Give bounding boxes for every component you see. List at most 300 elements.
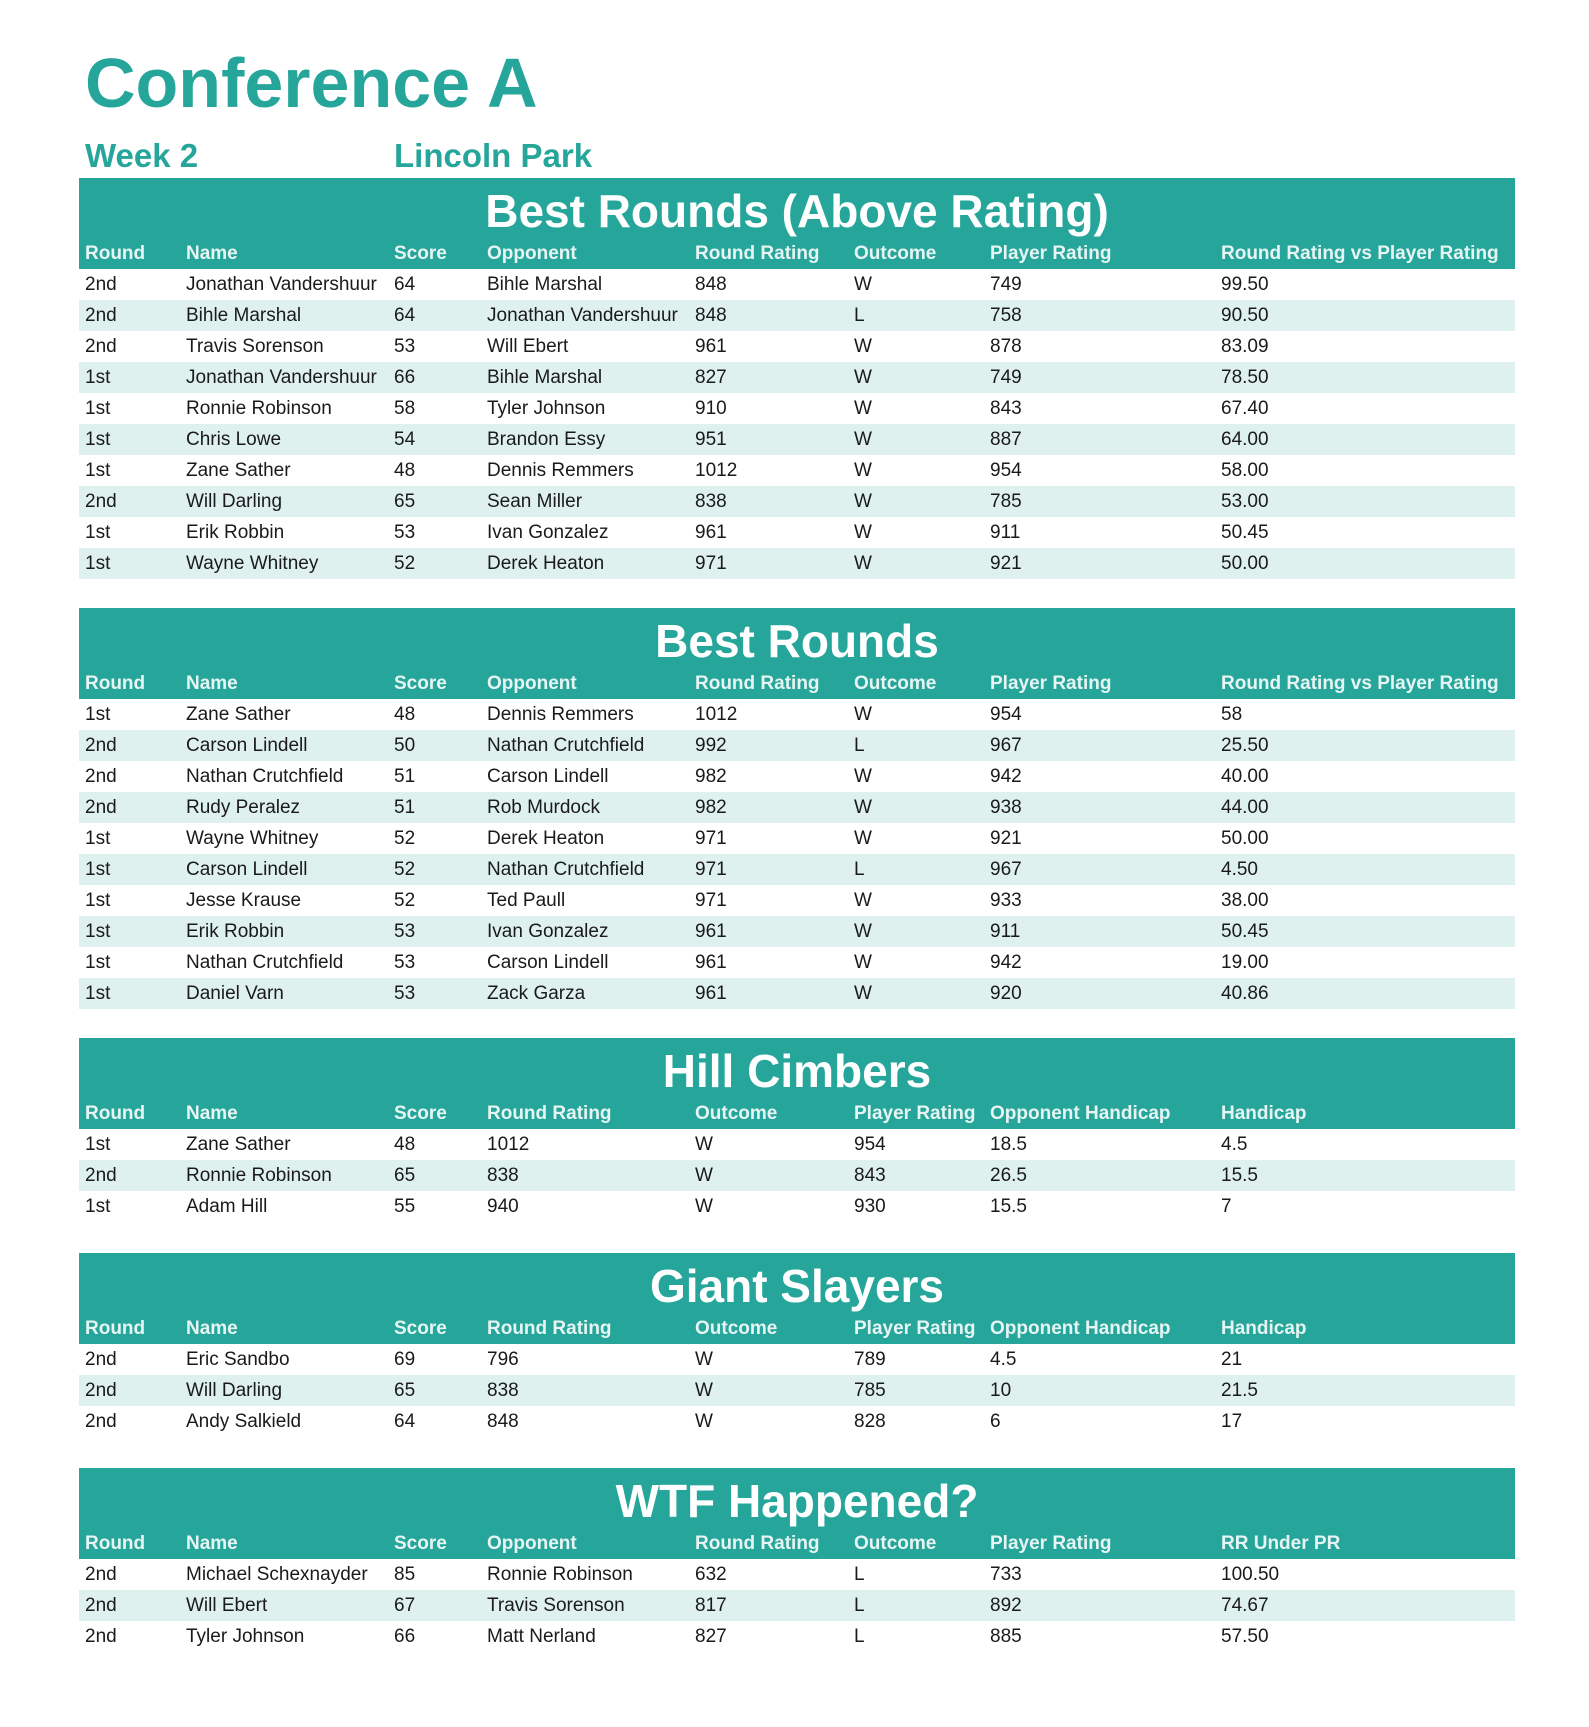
table-row	[79, 823, 1515, 854]
table-cell: 796	[487, 1349, 519, 1370]
table-cell: 920	[990, 983, 1022, 1004]
column-header-row	[79, 238, 1515, 269]
table-header-band	[79, 1038, 1515, 1129]
table-cell: 961	[695, 921, 727, 942]
table-cell: 58.00	[1221, 460, 1269, 481]
table-cell: 2nd	[85, 1564, 117, 1585]
table-row	[79, 885, 1515, 916]
table-cell: 83.09	[1221, 336, 1269, 357]
table-cell: 58	[394, 398, 416, 419]
table-row	[79, 331, 1515, 362]
table-cell: 2nd	[85, 274, 117, 295]
table-cell: 848	[487, 1411, 519, 1432]
column-header: Score	[394, 1533, 447, 1554]
table-cell: 817	[695, 1595, 727, 1616]
column-header: Name	[186, 673, 238, 694]
table-cell: Ronnie Robinson	[186, 398, 332, 419]
table-row	[79, 1129, 1515, 1160]
table-cell: 53	[394, 336, 416, 357]
table-row	[79, 978, 1515, 1009]
table-cell: 52	[394, 553, 416, 574]
table-cell: 892	[990, 1595, 1022, 1616]
table-cell: Rudy Peralez	[186, 797, 301, 818]
table-cell: 1st	[85, 859, 111, 880]
table-body	[79, 1344, 1515, 1437]
table-cell: Carson Lindell	[186, 735, 308, 756]
table-cell: 982	[695, 766, 727, 787]
section-title: WTF Happened?	[615, 1475, 979, 1527]
column-header: Name	[186, 243, 238, 264]
table-cell: Ivan Gonzalez	[487, 522, 609, 543]
table-cell: 57.50	[1221, 1626, 1269, 1647]
table-cell: Nathan Crutchfield	[487, 859, 645, 880]
table-cell: 733	[990, 1564, 1022, 1585]
table-cell: 15.5	[1221, 1165, 1258, 1186]
table-cell: Carson Lindell	[186, 859, 308, 880]
table-cell: Adam Hill	[186, 1196, 268, 1217]
table-cell: 749	[990, 274, 1022, 295]
column-header: Score	[394, 1318, 447, 1339]
column-header: Handicap	[1221, 1103, 1307, 1124]
column-header: Opponent Handicap	[990, 1103, 1171, 1124]
column-header: Player Rating	[990, 243, 1112, 264]
hill-climbers-table	[79, 1038, 1515, 1222]
column-header: Round Rating	[695, 243, 820, 264]
table-cell: 55	[394, 1196, 416, 1217]
table-cell: 1st	[85, 921, 111, 942]
table-cell: 933	[990, 890, 1022, 911]
table-cell: 66	[394, 367, 416, 388]
table-cell: L	[854, 1595, 865, 1616]
table-cell: 954	[990, 704, 1022, 725]
table-cell: Tyler Johnson	[186, 1626, 305, 1647]
table-cell: 52	[394, 890, 416, 911]
table-cell: Ivan Gonzalez	[487, 921, 609, 942]
table-cell: W	[695, 1411, 713, 1432]
table-cell: 938	[990, 797, 1022, 818]
table-cell: Michael Schexnayder	[186, 1564, 368, 1585]
column-header: Outcome	[695, 1103, 778, 1124]
table-cell: 6	[990, 1411, 1001, 1432]
column-header: Round	[85, 1533, 146, 1554]
section-title: Giant Slayers	[649, 1260, 945, 1312]
table-header-band	[79, 608, 1515, 699]
table-cell: 971	[695, 828, 727, 849]
table-cell: 971	[695, 890, 727, 911]
table-cell: Eric Sandbo	[186, 1349, 290, 1370]
table-cell: 1st	[85, 522, 111, 543]
table-cell: W	[695, 1349, 713, 1370]
table-cell: 885	[990, 1626, 1022, 1647]
table-cell: 53	[394, 921, 416, 942]
column-header: Round Rating	[487, 1318, 612, 1339]
column-header: Round	[85, 1103, 146, 1124]
table-cell: 50.45	[1221, 522, 1269, 543]
table-cell: Jesse Krause	[186, 890, 302, 911]
table-cell: Dennis Remmers	[487, 704, 634, 725]
table-cell: 7	[1221, 1196, 1232, 1217]
table-cell: W	[695, 1134, 713, 1155]
table-row	[79, 1406, 1515, 1437]
column-header-row	[79, 1528, 1515, 1559]
table-cell: 74.67	[1221, 1595, 1269, 1616]
table-cell: Rob Murdock	[487, 797, 600, 818]
table-cell: 961	[695, 983, 727, 1004]
table-cell: 65	[394, 491, 416, 512]
table-row	[79, 362, 1515, 393]
column-header: Opponent Handicap	[990, 1318, 1171, 1339]
table-row	[79, 730, 1515, 761]
table-cell: Chris Lowe	[186, 429, 282, 450]
table-row	[79, 947, 1515, 978]
table-cell: 843	[854, 1165, 886, 1186]
table-row	[79, 1375, 1515, 1406]
table-row	[79, 517, 1515, 548]
column-header: Round	[85, 1318, 146, 1339]
table-cell: 18.5	[990, 1134, 1027, 1155]
table-row	[79, 699, 1515, 730]
table-cell: Daniel Varn	[186, 983, 284, 1004]
table-cell: 1012	[487, 1134, 530, 1155]
table-cell: 758	[990, 305, 1022, 326]
table-cell: Wayne Whitney	[186, 553, 319, 574]
table-cell: 90.50	[1221, 305, 1269, 326]
table-cell: Travis Sorenson	[487, 1595, 625, 1616]
table-cell: L	[854, 859, 865, 880]
table-cell: 971	[695, 859, 727, 880]
table-row	[79, 300, 1515, 331]
column-header: Round Rating vs Player Rating	[1221, 243, 1499, 264]
column-header: Round	[85, 243, 146, 264]
table-cell: Zane Sather	[186, 704, 291, 725]
wtf-happened-table	[79, 1468, 1515, 1652]
table-cell: 1st	[85, 983, 111, 1004]
table-cell: Carson Lindell	[487, 766, 609, 787]
table-cell: Will Darling	[186, 491, 283, 512]
table-cell: W	[854, 921, 872, 942]
column-header: Player Rating	[854, 1318, 976, 1339]
table-cell: 961	[695, 952, 727, 973]
table-cell: 15.5	[990, 1196, 1027, 1217]
table-cell: 2nd	[85, 336, 117, 357]
table-cell: Tyler Johnson	[487, 398, 606, 419]
table-cell: 53	[394, 522, 416, 543]
table-cell: Will Ebert	[487, 336, 569, 357]
table-cell: 982	[695, 797, 727, 818]
table-cell: 848	[695, 274, 727, 295]
table-cell: 749	[990, 367, 1022, 388]
table-cell: 1st	[85, 1134, 111, 1155]
table-cell: 827	[695, 1626, 727, 1647]
table-cell: Derek Heaton	[487, 828, 605, 849]
column-header: Score	[394, 243, 447, 264]
table-cell: 54	[394, 429, 416, 450]
table-cell: 2nd	[85, 305, 117, 326]
table-body	[79, 699, 1515, 1009]
table-cell: 632	[695, 1564, 727, 1585]
table-cell: 64.00	[1221, 429, 1269, 450]
table-cell: Ronnie Robinson	[186, 1165, 332, 1186]
table-row	[79, 854, 1515, 885]
column-header: Score	[394, 1103, 447, 1124]
table-cell: L	[854, 735, 865, 756]
table-cell: W	[854, 367, 872, 388]
table-cell: 52	[394, 828, 416, 849]
table-cell: Derek Heaton	[487, 553, 605, 574]
table-cell: 51	[394, 797, 416, 818]
table-cell: 971	[695, 553, 727, 574]
table-row	[79, 1344, 1515, 1375]
table-cell: Jonathan Vandershuur	[186, 274, 377, 295]
table-cell: W	[695, 1380, 713, 1401]
table-cell: 2nd	[85, 1626, 117, 1647]
table-cell: 65	[394, 1165, 416, 1186]
table-row	[79, 1621, 1515, 1652]
table-cell: W	[854, 398, 872, 419]
table-cell: 838	[487, 1380, 519, 1401]
table-cell: Sean Miller	[487, 491, 583, 512]
table-cell: 2nd	[85, 491, 117, 512]
column-header-row	[79, 1098, 1515, 1129]
best-rounds-above-rating-table	[79, 178, 1515, 579]
table-cell: 2nd	[85, 1165, 117, 1186]
table-cell: Will Ebert	[186, 1595, 268, 1616]
table-cell: Bihle Marshal	[487, 274, 603, 295]
table-cell: 2nd	[85, 1595, 117, 1616]
table-cell: Ted Paull	[487, 890, 566, 911]
table-cell: W	[854, 429, 872, 450]
table-cell: Travis Sorenson	[186, 336, 324, 357]
table-row	[79, 1160, 1515, 1191]
table-cell: 940	[487, 1196, 519, 1217]
column-header-row	[79, 1313, 1515, 1344]
table-cell: Bihle Marshal	[487, 367, 603, 388]
column-header: Round Rating vs Player Rating	[1221, 673, 1499, 694]
table-cell: 785	[854, 1380, 886, 1401]
table-cell: 921	[990, 828, 1022, 849]
table-cell: 50.00	[1221, 828, 1269, 849]
table-cell: Brandon Essy	[487, 429, 606, 450]
table-cell: 887	[990, 429, 1022, 450]
table-cell: 10	[990, 1380, 1012, 1401]
table-header-band	[79, 178, 1515, 269]
table-cell: 2nd	[85, 1349, 117, 1370]
table-cell: W	[695, 1165, 713, 1186]
table-cell: 789	[854, 1349, 886, 1370]
column-header: Player Rating	[990, 673, 1112, 694]
table-row	[79, 393, 1515, 424]
table-cell: Matt Nerland	[487, 1626, 596, 1647]
table-cell: 64	[394, 305, 416, 326]
table-cell: 1st	[85, 828, 111, 849]
table-cell: 951	[695, 429, 727, 450]
table-cell: W	[854, 460, 872, 481]
table-cell: 785	[990, 491, 1022, 512]
table-cell: 19.00	[1221, 952, 1269, 973]
table-cell: L	[854, 305, 865, 326]
column-header: Round Rating	[487, 1103, 612, 1124]
table-row	[79, 792, 1515, 823]
table-cell: 48	[394, 704, 416, 725]
table-cell: 26.5	[990, 1165, 1027, 1186]
table-cell: 1st	[85, 367, 111, 388]
table-cell: 53	[394, 983, 416, 1004]
table-cell: 67	[394, 1595, 416, 1616]
table-cell: 1st	[85, 704, 111, 725]
column-header: Name	[186, 1533, 238, 1554]
table-cell: W	[854, 983, 872, 1004]
table-row	[79, 1559, 1515, 1590]
table-cell: L	[854, 1564, 865, 1585]
table-cell: 942	[990, 952, 1022, 973]
column-header: Round Rating	[695, 673, 820, 694]
table-cell: Erik Robbin	[186, 522, 285, 543]
table-header-band	[79, 1468, 1515, 1559]
table-cell: 38.00	[1221, 890, 1269, 911]
table-cell: 4.5	[990, 1349, 1017, 1370]
section-title: Best Rounds	[655, 615, 939, 667]
table-cell: 48	[394, 1134, 416, 1155]
table-cell: Erik Robbin	[186, 921, 285, 942]
table-cell: 52	[394, 859, 416, 880]
table-cell: L	[854, 1626, 865, 1647]
table-row	[79, 269, 1515, 300]
table-cell: Andy Salkield	[186, 1411, 302, 1432]
column-header: Player Rating	[854, 1103, 976, 1124]
week-label: Week 2	[85, 137, 199, 174]
table-cell: 1st	[85, 398, 111, 419]
table-cell: Zane Sather	[186, 1134, 291, 1155]
column-header: Outcome	[854, 243, 937, 264]
table-cell: 21	[1221, 1349, 1243, 1370]
table-cell: 1012	[695, 704, 738, 725]
table-cell: 827	[695, 367, 727, 388]
table-cell: 1st	[85, 1196, 111, 1217]
table-row	[79, 761, 1515, 792]
section-title: Best Rounds (Above Rating)	[485, 185, 1109, 237]
table-cell: 40.00	[1221, 766, 1269, 787]
column-header-row	[79, 668, 1515, 699]
table-cell: 2nd	[85, 735, 117, 756]
table-cell: 910	[695, 398, 727, 419]
column-header: Round	[85, 673, 146, 694]
table-cell: W	[854, 336, 872, 357]
table-cell: Jonathan Vandershuur	[487, 305, 678, 326]
table-cell: 78.50	[1221, 367, 1269, 388]
table-cell: 967	[990, 735, 1022, 756]
column-header: Outcome	[695, 1318, 778, 1339]
table-cell: 44.00	[1221, 797, 1269, 818]
table-cell: 4.5	[1221, 1134, 1248, 1155]
table-cell: 838	[695, 491, 727, 512]
table-cell: Wayne Whitney	[186, 828, 319, 849]
column-header: Handicap	[1221, 1318, 1307, 1339]
table-cell: W	[854, 522, 872, 543]
table-cell: 50.45	[1221, 921, 1269, 942]
table-row	[79, 548, 1515, 579]
table-cell: 848	[695, 305, 727, 326]
location-label: Lincoln Park	[394, 137, 593, 174]
table-cell: 50	[394, 735, 416, 756]
table-cell: 1st	[85, 890, 111, 911]
table-cell: Nathan Crutchfield	[487, 735, 645, 756]
table-cell: Carson Lindell	[487, 952, 609, 973]
table-row	[79, 1590, 1515, 1621]
table-cell: 64	[394, 274, 416, 295]
table-cell: 961	[695, 336, 727, 357]
column-header: Score	[394, 673, 447, 694]
table-cell: 992	[695, 735, 727, 756]
table-cell: 40.86	[1221, 983, 1269, 1004]
table-cell: 1st	[85, 553, 111, 574]
table-cell: 2nd	[85, 797, 117, 818]
column-header: Round Rating	[695, 1533, 820, 1554]
table-header-band	[79, 1253, 1515, 1344]
table-cell: 942	[990, 766, 1022, 787]
table-cell: 1012	[695, 460, 738, 481]
table-cell: 66	[394, 1626, 416, 1647]
table-cell: W	[854, 766, 872, 787]
table-cell: 843	[990, 398, 1022, 419]
table-row	[79, 916, 1515, 947]
table-cell: 878	[990, 336, 1022, 357]
table-body	[79, 1129, 1515, 1222]
table-row	[79, 486, 1515, 517]
table-cell: 954	[990, 460, 1022, 481]
column-header: Name	[186, 1103, 238, 1124]
table-row	[79, 455, 1515, 486]
table-cell: W	[854, 797, 872, 818]
table-cell: 100.50	[1221, 1564, 1280, 1585]
column-header: Opponent	[487, 1533, 577, 1554]
table-cell: 67.40	[1221, 398, 1269, 419]
table-cell: Dennis Remmers	[487, 460, 634, 481]
table-cell: 954	[854, 1134, 886, 1155]
table-body	[79, 1559, 1515, 1652]
table-cell: Zack Garza	[487, 983, 586, 1004]
table-cell: 1st	[85, 460, 111, 481]
table-cell: 21.5	[1221, 1380, 1258, 1401]
table-cell: 58	[1221, 704, 1243, 725]
table-cell: 17	[1221, 1411, 1243, 1432]
table-cell: W	[854, 890, 872, 911]
table-cell: 4.50	[1221, 859, 1258, 880]
table-cell: W	[854, 704, 872, 725]
table-cell: 51	[394, 766, 416, 787]
table-cell: Will Darling	[186, 1380, 283, 1401]
table-cell: Ronnie Robinson	[487, 1564, 633, 1585]
best-rounds-table	[79, 608, 1515, 1009]
table-cell: Zane Sather	[186, 460, 291, 481]
table-cell: 961	[695, 522, 727, 543]
table-cell: 921	[990, 553, 1022, 574]
table-cell: 99.50	[1221, 274, 1269, 295]
table-body	[79, 269, 1515, 579]
table-cell: 25.50	[1221, 735, 1269, 756]
table-cell: 930	[854, 1196, 886, 1217]
table-cell: 64	[394, 1411, 416, 1432]
column-header: RR Under PR	[1221, 1533, 1341, 1554]
table-cell: 1st	[85, 429, 111, 450]
table-cell: W	[695, 1196, 713, 1217]
table-cell: 69	[394, 1349, 416, 1370]
column-header: Player Rating	[990, 1533, 1112, 1554]
table-cell: 53.00	[1221, 491, 1269, 512]
table-row	[79, 1191, 1515, 1222]
table-cell: Bihle Marshal	[186, 305, 302, 326]
table-cell: 838	[487, 1165, 519, 1186]
column-header: Outcome	[854, 673, 937, 694]
